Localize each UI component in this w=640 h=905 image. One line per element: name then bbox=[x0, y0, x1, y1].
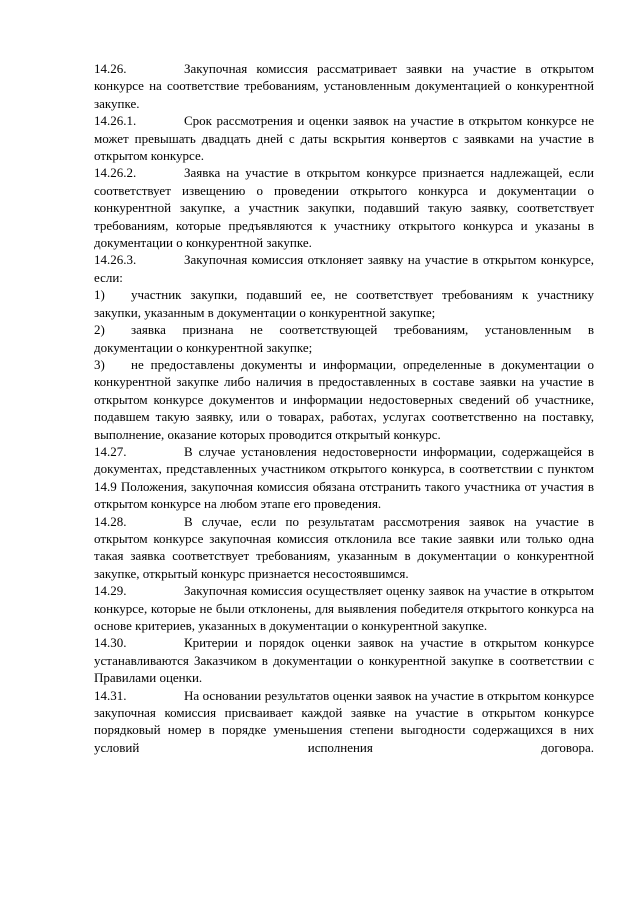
list-item-number: 1) bbox=[94, 287, 105, 303]
list-item-number: 2) bbox=[94, 322, 105, 338]
clause-text: Заявка на участие в открытом конкурсе признается надлежащей, если соответствует извещению о проведении открытого конкурса и документации о конкурентной закупке, а участник закупки, подавший такую заявку, соответствует требованиям, которые предъявляются к участнику открытого конкурса и указаны в документации о конкурентной закупке. bbox=[94, 165, 594, 251]
list-item-2 bbox=[94, 321, 594, 356]
clause-text: Срок рассмотрения и оценки заявок на участие в открытом конкурсе не может превышать двадцать дней с даты вскрытия конвертов с заявками на участие в открытом конкурсе. bbox=[94, 113, 594, 164]
list-item-text: участник закупки, подавший ее, не соответствует требованиям к участнику закупки, указанным в документации о конкурентной закупке; bbox=[94, 287, 594, 320]
clause-number: 14.29. bbox=[94, 583, 127, 599]
clause-number: 14.26.2. bbox=[94, 165, 137, 181]
clause-14-30 bbox=[94, 634, 594, 686]
clause-number: 14.30. bbox=[94, 635, 127, 651]
clause-14-27 bbox=[94, 443, 594, 513]
clause-text: Закупочная комиссия отклоняет заявку на участие в открытом конкурсе, если: bbox=[94, 252, 594, 285]
clause-number: 14.27. bbox=[94, 443, 127, 459]
clause-14-26-2 bbox=[94, 164, 594, 251]
clause-number: 14.26.1. bbox=[94, 113, 137, 129]
list-item-text: заявка признана не соответствующей требованиям, установленным в документации о конкурентной закупке; bbox=[94, 322, 594, 355]
clause-14-26 bbox=[94, 60, 594, 112]
clause-text: В случае, если по результатам рассмотрения заявок на участие в открытом конкурсе закупочная комиссия отклонила все такие заявки или только одна такая заявка соответствует требованиям, указанным в документации о конкурентной закупке, открытый конкурс признается несостоявшимся. bbox=[94, 513, 594, 581]
list-item-1 bbox=[94, 286, 594, 321]
clause-number: 14.28. bbox=[94, 513, 127, 529]
clause-text: Закупочная комиссия осуществляет оценку заявок на участие в открытом конкурсе, которые не были отклонены, для выявления победителя открытого конкурса на основе критериев, указанных в документации о конкурентной закупке. bbox=[94, 583, 594, 633]
list-item-number: 3) bbox=[94, 356, 105, 372]
clause-14-31 bbox=[94, 687, 594, 757]
clause-text: На основании результатов оценки заявок на участие в открытом конкурсе закупочная комиссия присваивает каждой заявке на участие в открытом конкурсе порядковый номер в порядке уменьшения степени выгодности содержащихся в них условий исполнения договора. bbox=[94, 687, 594, 755]
document-body bbox=[94, 60, 594, 756]
clause-14-29 bbox=[94, 582, 594, 634]
clause-14-28 bbox=[94, 513, 594, 583]
clause-14-26-1 bbox=[94, 112, 594, 164]
clause-text: Критерии и порядок оценки заявок на участие в открытом конкурсе устанавливаются Заказчиком в документации о конкурентной закупке в соответствии с Правилами оценки. bbox=[94, 635, 594, 686]
clause-text: Закупочная комиссия рассматривает заявки на участие в открытом конкурсе на соответствие требованиям, установленным документацией о конкурентной закупке. bbox=[94, 61, 594, 111]
list-item-3 bbox=[94, 356, 594, 443]
clause-number: 14.31. bbox=[94, 687, 127, 703]
clause-text: В случае установления недостоверности информации, содержащейся в документах, представленных участником открытого конкурса, в соответствии с пунктом 14.9 Положения, закупочная комиссия обязана отстранить такого участника от участия в открытом конкурсе на любом этапе его проведения. bbox=[94, 443, 594, 512]
list-item-text: не предоставлены документы и информации, определенные в документации о конкурентной закупке либо наличия в предоставленных в составе заявки на участие в открытом конкурсе документов и информации недостоверных сведений об участнике, подавшем такую заявку, или о товарах, работах, услугах соответственно на поставку, выполнение, оказание которых проводится открытый конкурс. bbox=[94, 356, 594, 442]
clause-number: 14.26. bbox=[94, 61, 127, 76]
clause-number: 14.26.3. bbox=[94, 252, 137, 268]
clause-14-26-3 bbox=[94, 251, 594, 286]
